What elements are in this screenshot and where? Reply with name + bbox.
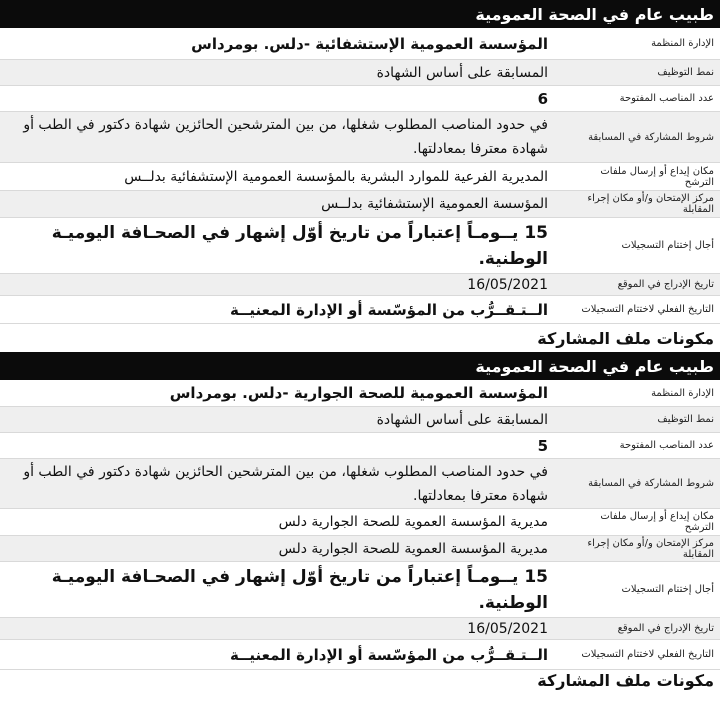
row-deposit-place <box>0 163 720 191</box>
value-actual-deadline: الــتـقــرُّب من المؤسّسة أو الإدارة المعنيــة <box>230 645 548 664</box>
value-deadline: 15 يــومـاً إعتباراً من تاريخ أوّل إشهار في الصحـافة اليوميـة الوطنية. <box>51 566 548 613</box>
label-employment-type: نمط التوظيف <box>657 414 714 425</box>
label-listing-date: تاريخ الإدراج في الموقع <box>617 279 714 290</box>
value-conditions: في حدود المناصب المطلوب شغلها، من بين المترشحين الحائزين شهادة دكتور في الطب أو شهادة معترفا بمعادلتها. <box>23 463 548 504</box>
row-org <box>0 380 720 407</box>
label-deadline: أجال إختتام التسجيلات <box>621 584 714 595</box>
row-actual-deadline <box>0 640 720 670</box>
label-conditions: شروط المشاركة في المسابقة <box>588 478 714 489</box>
row-employment-type <box>0 60 720 86</box>
row-conditions <box>0 112 720 163</box>
value-deposit-place: المديرية الفرعية للموارد البشرية بالمؤسسة العمومية الإستشفائية بدلــس <box>124 168 548 185</box>
value-employment-type: المسابقة على أساس الشهادة <box>376 411 548 428</box>
label-exam-center: مركز الإمتحان و/أو مكان إجراء المقابلة <box>587 537 714 560</box>
row-open-posts <box>0 433 720 459</box>
row-listing-date <box>0 618 720 640</box>
value-open-posts: 6 <box>537 89 548 108</box>
value-listing-date: 16/05/2021 <box>467 276 548 293</box>
row-org <box>0 28 720 60</box>
row-deadline <box>0 562 720 618</box>
label-listing-date: تاريخ الإدراج في الموقع <box>617 623 714 634</box>
row-exam-center <box>0 536 720 562</box>
label-deadline: أجال إختتام التسجيلات <box>621 240 714 251</box>
row-actual-deadline <box>0 296 720 324</box>
label-deposit-place: مكان إيداع أو إرسال ملفات الترشح <box>600 511 714 533</box>
job-section-2 <box>0 352 720 690</box>
label-org: الإدارة المنظمة <box>651 387 714 399</box>
row-listing-date <box>0 274 720 296</box>
job-section-1 <box>0 0 720 352</box>
row-exam-center <box>0 191 720 218</box>
value-conditions: في حدود المناصب المطلوب شغلها، من بين المترشحين الحائزين شهادة دكتور في الطب أو شهادة معترفا بمعادلتها. <box>23 117 548 157</box>
job-title: طبيب عام في الصحة العمومية <box>0 352 720 380</box>
label-org: الإدارة المنظمة <box>651 38 714 49</box>
row-employment-type <box>0 407 720 433</box>
label-open-posts: عدد المناصب المفتوحة <box>619 93 714 104</box>
job-title: طبيب عام في الصحة العمومية <box>0 0 720 28</box>
value-org: المؤسسة العمومية للصحة الجوارية -دلس. بومرداس <box>169 384 548 402</box>
value-org: المؤسسة العمومية الإستشفائية -دلس. بومرداس <box>191 34 548 53</box>
value-deposit-place: مديرية المؤسسة العموية للصحة الجوارية دلس <box>278 514 548 530</box>
label-exam-center: مركز الإمتحان و/أو مكان إجراء المقابلة <box>587 193 714 215</box>
row-conditions <box>0 459 720 509</box>
value-listing-date: 16/05/2021 <box>467 620 548 637</box>
value-deadline: 15 يــومـاً إعتباراً من تاريخ أوّل إشهار في الصحـافة اليوميـة الوطنية. <box>51 222 548 269</box>
label-actual-deadline: التاريخ الفعلي لاختتام التسجيلات <box>581 649 714 660</box>
label-conditions: شروط المشاركة في المسابقة <box>588 131 714 143</box>
value-open-posts: 5 <box>537 436 548 455</box>
label-deposit-place: مكان إيداع أو إرسال ملفات الترشح <box>600 165 714 188</box>
value-employment-type: المسابقة على أساس الشهادة <box>376 64 548 81</box>
participation-file-heading: مكونات ملف المشاركة <box>537 670 714 690</box>
value-exam-center: مديرية المؤسسة العموية للصحة الجوارية دلس <box>278 540 548 557</box>
value-actual-deadline: الــتـقــرُّب من المؤسّسة أو الإدارة المعنيــة <box>230 300 548 319</box>
label-open-posts: عدد المناصب المفتوحة <box>619 440 714 451</box>
label-employment-type: نمط التوظيف <box>657 67 714 78</box>
participation-file-heading: مكونات ملف المشاركة <box>537 328 714 348</box>
label-actual-deadline: التاريخ الفعلي لاختتام التسجيلات <box>581 304 714 315</box>
row-open-posts <box>0 86 720 112</box>
row-deposit-place <box>0 509 720 536</box>
value-exam-center: المؤسسة العمومية الإستشفائية بدلــس <box>321 196 548 212</box>
row-deadline <box>0 218 720 274</box>
